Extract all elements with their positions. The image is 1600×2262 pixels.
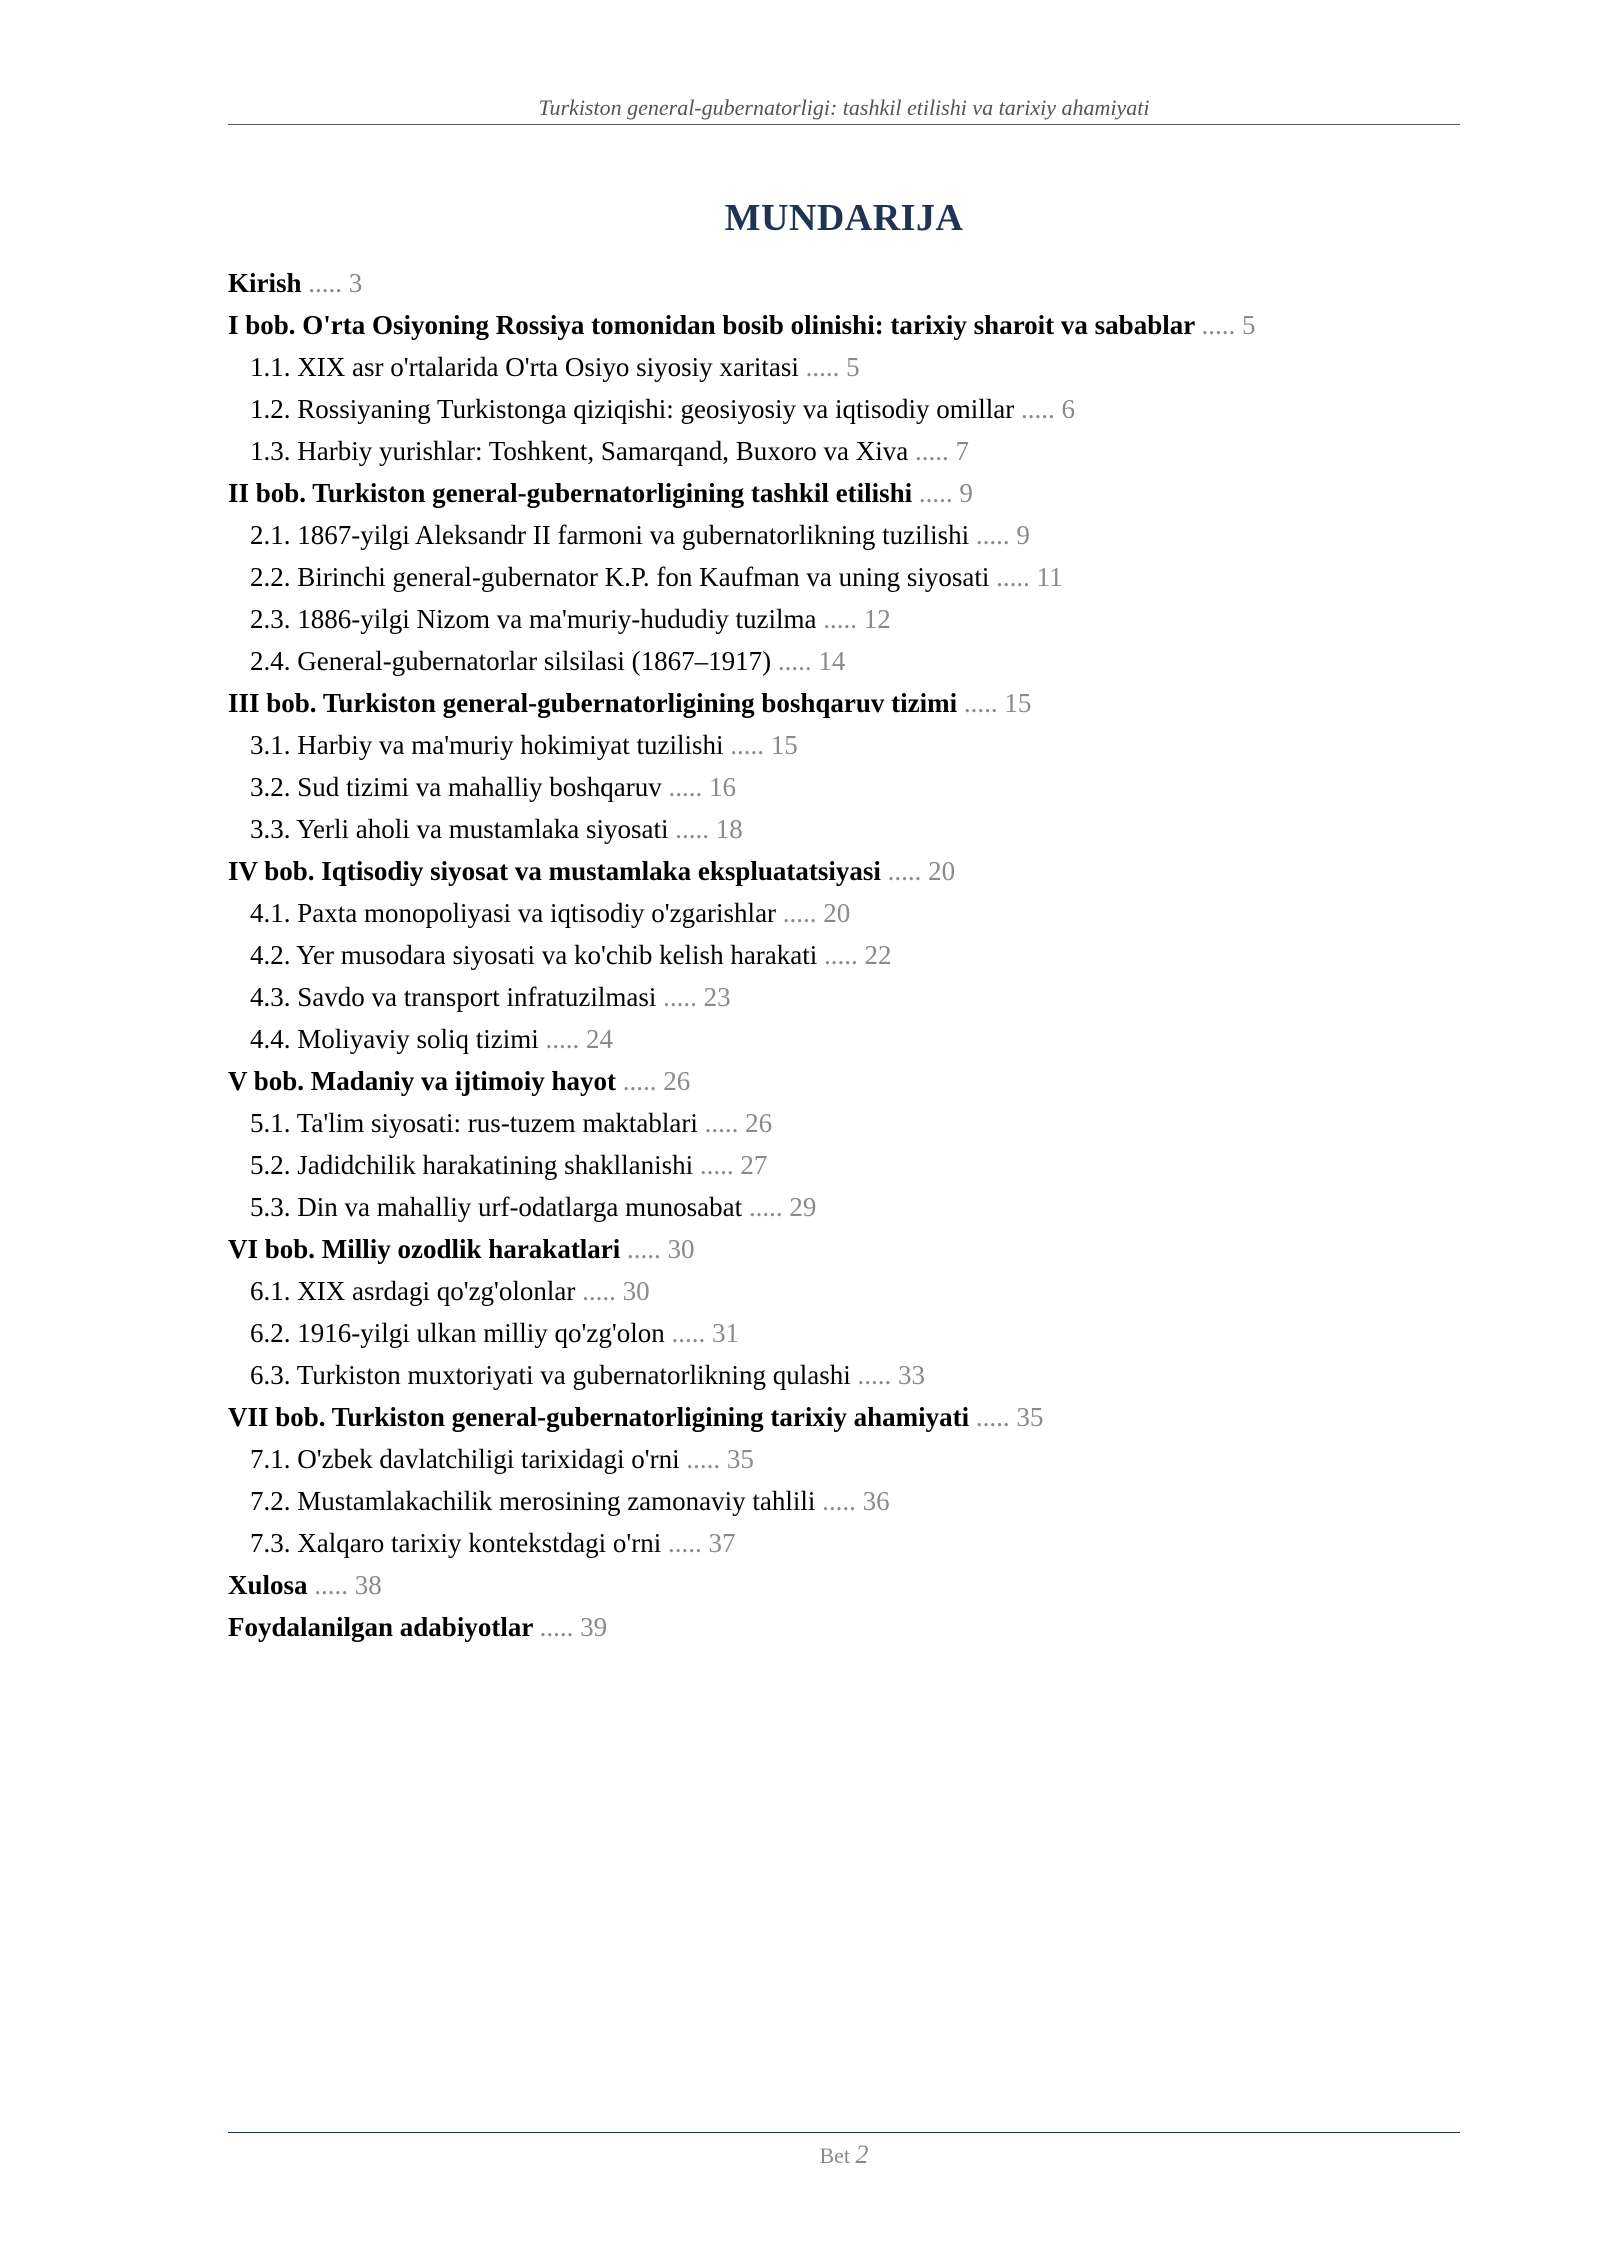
page-footer — [228, 2138, 1460, 2173]
toc-page-number: 30 — [667, 1234, 695, 1264]
page-label: Bet — [819, 2143, 851, 2168]
toc-leader: ..... — [627, 1234, 661, 1264]
toc-section-entry[interactable] — [228, 808, 1460, 850]
toc-entry-page — [823, 604, 891, 634]
toc-section-entry[interactable] — [228, 976, 1460, 1018]
toc-page-number: 33 — [897, 1360, 925, 1390]
toc-page-number: 5 — [1241, 310, 1256, 340]
toc-entry-page — [964, 688, 1032, 718]
running-header: Turkiston general-gubernatorligi: tashkil etilishi va tarixiy ahamiyati — [538, 95, 1150, 120]
toc-leader: ..... — [975, 520, 1010, 550]
toc-leader: ..... — [823, 604, 858, 634]
toc-title: MUNDARIJA — [724, 197, 964, 239]
toc-page-number: 20 — [823, 898, 851, 928]
toc-chapter-entry[interactable] — [228, 1606, 1460, 1648]
toc-leader: ..... — [857, 1360, 892, 1390]
toc-leader: ..... — [704, 1108, 739, 1138]
toc-page-number: 7 — [955, 436, 969, 466]
toc-leader: ..... — [675, 814, 709, 844]
toc-section-entry[interactable] — [228, 724, 1460, 766]
toc-page-number: 22 — [864, 940, 892, 970]
toc-leader: ..... — [539, 1612, 574, 1642]
toc-entry-page — [1021, 394, 1075, 424]
toc-entry-page — [675, 814, 743, 844]
toc-page-number: 14 — [818, 646, 846, 676]
toc-chapter-entry[interactable] — [228, 850, 1460, 892]
toc-entry-text: V bob. Madaniy va ijtimoiy hayot — [228, 1066, 617, 1096]
toc-leader: ..... — [915, 436, 949, 466]
toc-leader: ..... — [963, 688, 998, 718]
toc-page-number: 9 — [1016, 520, 1030, 550]
toc-entry-page — [783, 898, 851, 928]
toc-entry-text: 1.3. Harbiy yurishlar: Toshkent, Samarqand, Buxoro va Xiva — [250, 436, 909, 466]
toc-page-number: 27 — [740, 1150, 768, 1180]
toc-entry-page — [700, 1150, 768, 1180]
toc-page-number: 31 — [711, 1318, 739, 1348]
toc-leader: ..... — [730, 730, 765, 760]
toc-section-entry[interactable] — [228, 514, 1460, 556]
toc-section-entry[interactable] — [228, 934, 1460, 976]
toc-entry-text: 7.1. O'zbek davlatchiligi tarixidagi o'rni — [250, 1444, 680, 1474]
toc-leader: ..... — [777, 646, 812, 676]
toc-leader: ..... — [686, 1444, 721, 1474]
toc-section-entry[interactable] — [228, 598, 1460, 640]
toc-entry-page — [668, 772, 736, 802]
toc-chapter-entry[interactable] — [228, 1564, 1460, 1606]
toc-chapter-entry[interactable] — [228, 472, 1460, 514]
toc-entry-text: 3.2. Sud tizimi va mahalliy boshqaruv — [250, 772, 662, 802]
toc-entry-text: 6.1. XIX asrdagi qo'zg'olonlar — [250, 1276, 576, 1306]
toc-chapter-entry[interactable] — [228, 682, 1460, 724]
toc-leader: ..... — [314, 1570, 349, 1600]
toc-entry-page — [623, 1066, 691, 1096]
toc-page-number: 39 — [580, 1612, 608, 1642]
header-rule — [228, 124, 1460, 125]
toc-entry-text: 1.1. XIX asr o'rtalarida O'rta Osiyo siyosiy xaritasi — [250, 352, 799, 382]
toc-leader: ..... — [1201, 310, 1236, 340]
toc-page-number: 36 — [862, 1486, 890, 1516]
toc-page-number: 24 — [586, 1024, 613, 1054]
toc-leader: ..... — [699, 1150, 734, 1180]
toc-entry-text: VII bob. Turkiston general-gubernatorligining tarixiy ahamiyati — [228, 1402, 970, 1432]
toc-leader: ..... — [663, 982, 697, 1012]
toc-leader: ..... — [887, 856, 922, 886]
toc-page-number: 12 — [863, 604, 891, 634]
toc-entry-text: 5.2. Jadidchilik harakatining shakllanishi — [250, 1150, 694, 1180]
toc-entry-page — [857, 1360, 925, 1390]
toc-entry-text: 2.3. 1886-yilgi Nizom va ma'muriy-hududiy tuzilma — [250, 604, 817, 634]
toc-section-entry[interactable] — [228, 892, 1460, 934]
toc-page-number: 37 — [708, 1528, 736, 1558]
toc-leader: ..... — [996, 562, 1030, 592]
toc-chapter-entry[interactable] — [228, 1396, 1460, 1438]
toc-section-entry[interactable] — [228, 766, 1460, 808]
toc-section-entry[interactable] — [228, 556, 1460, 598]
toc-entry-page — [888, 856, 956, 886]
toc-page-number: 15 — [1004, 688, 1032, 718]
toc-leader: ..... — [975, 1402, 1010, 1432]
toc-entry-page — [546, 1024, 614, 1054]
toc-entry-text: Foydalanilgan adabiyotlar — [228, 1612, 533, 1642]
toc-entry-page — [749, 1192, 817, 1222]
toc-page-number: 26 — [663, 1066, 691, 1096]
toc-leader: ..... — [824, 940, 858, 970]
toc-leader: ..... — [308, 268, 343, 298]
toc-page-number: 26 — [745, 1108, 773, 1138]
toc-entry-text: 1.2. Rossiyaning Turkistonga qiziqishi: geosiyosiy va iqtisodiy omillar — [250, 394, 1015, 424]
toc-entry-text: III bob. Turkiston general-gubernatorligining boshqaruv tizimi — [228, 688, 958, 718]
toc-entry-text: I bob. O'rta Osiyoning Rossiya tomonidan bosib olinishi: tarixiy sharoit va sabablar — [228, 310, 1195, 340]
toc-entry-page — [915, 436, 969, 466]
toc-page-number: 16 — [708, 772, 736, 802]
toc-page-number: 15 — [770, 730, 798, 760]
toc-entry-page — [778, 646, 846, 676]
toc-entry-page — [1201, 310, 1255, 340]
toc-entry-text: 4.3. Savdo va transport infratuzilmasi — [250, 982, 657, 1012]
toc-entry-text: 5.3. Din va mahalliy urf-odatlarga munosabat — [250, 1192, 743, 1222]
toc-section-entry[interactable] — [228, 1102, 1460, 1144]
toc-section-entry[interactable] — [228, 1522, 1460, 1564]
toc-entry-text: 2.2. Birinchi general-gubernator K.P. fon Kaufman va uning siyosati — [250, 562, 990, 592]
toc-entry-page — [976, 520, 1030, 550]
toc-page-number: 23 — [703, 982, 731, 1012]
toc-entry-text: 4.2. Yer musodara siyosati va ko'chib kelish harakati — [250, 940, 818, 970]
toc-leader: ..... — [668, 772, 703, 802]
toc-entry-text: Xulosa — [228, 1570, 308, 1600]
toc-entry-text: 5.1. Ta'lim siyosati: rus-tuzem maktablari — [250, 1108, 698, 1138]
toc-chapter-entry[interactable] — [228, 304, 1460, 346]
toc-page-number: 29 — [789, 1192, 817, 1222]
toc-leader: ..... — [668, 1528, 702, 1558]
toc-chapter-entry[interactable] — [228, 1228, 1460, 1270]
toc-section-entry[interactable] — [228, 430, 1460, 472]
toc-page-number: 30 — [622, 1276, 650, 1306]
toc-section-entry[interactable] — [228, 388, 1460, 430]
table-of-contents — [228, 262, 1460, 1648]
toc-page-number: 38 — [354, 1570, 382, 1600]
toc-entry-text: 6.2. 1916-yilgi ulkan milliy qo'zg'olon — [250, 1318, 665, 1348]
toc-entry-page — [705, 1108, 773, 1138]
toc-section-entry[interactable] — [228, 640, 1460, 682]
toc-entry-text: 6.3. Turkiston muxtoriyati va gubernatorlikning qulashi — [250, 1360, 851, 1390]
toc-page-number: 9 — [959, 478, 973, 508]
toc-entry-page — [668, 1528, 736, 1558]
toc-entry-page — [919, 478, 973, 508]
toc-section-entry[interactable] — [228, 1312, 1460, 1354]
toc-section-entry[interactable] — [228, 1438, 1460, 1480]
toc-entry-text: 7.2. Mustamlakachilik merosining zamonaviy tahlili — [250, 1486, 816, 1516]
toc-entry-text: 7.3. Xalqaro tarixiy kontekstdagi o'rni — [250, 1528, 662, 1558]
toc-entry-page — [627, 1234, 695, 1264]
toc-leader: ..... — [671, 1318, 706, 1348]
toc-entry-page — [996, 562, 1063, 592]
toc-page-number: 3 — [348, 268, 363, 298]
toc-entry-text: IV bob. Iqtisodiy siyosat va mustamlaka ekspluatatsiyasi — [228, 856, 881, 886]
toc-chapter-entry[interactable] — [228, 262, 1460, 304]
toc-entry-page — [663, 982, 731, 1012]
toc-section-entry[interactable] — [228, 1144, 1460, 1186]
toc-entry-page — [314, 1570, 382, 1600]
toc-leader: ..... — [782, 898, 817, 928]
toc-leader: ..... — [822, 1486, 856, 1516]
toc-leader: ..... — [545, 1024, 580, 1054]
toc-entry-page — [822, 1486, 890, 1516]
toc-entry-text: 4.4. Moliyaviy soliq tizimi — [250, 1024, 539, 1054]
toc-page-number: 6 — [1061, 394, 1076, 424]
toc-leader: ..... — [1021, 394, 1055, 424]
toc-leader: ..... — [622, 1066, 657, 1096]
toc-entry-page — [824, 940, 892, 970]
toc-leader: ..... — [582, 1276, 616, 1306]
toc-entry-text: 3.1. Harbiy va ma'muriy hokimiyat tuzilishi — [250, 730, 724, 760]
toc-entry-page — [582, 1276, 650, 1306]
toc-entry-text: VI bob. Milliy ozodlik harakatlari — [228, 1234, 621, 1264]
toc-entry-page — [671, 1318, 739, 1348]
footer-rule — [228, 2132, 1460, 2133]
toc-entry-page — [806, 352, 860, 382]
page-number: 2 — [855, 2140, 869, 2169]
toc-entry-text: 4.1. Paxta monopoliyasi va iqtisodiy o'zgarishlar — [250, 898, 777, 928]
toc-page-number: 20 — [928, 856, 956, 886]
toc-entry-page — [686, 1444, 754, 1474]
toc-section-entry[interactable] — [228, 346, 1460, 388]
toc-page-number: 35 — [1016, 1402, 1044, 1432]
toc-leader: ..... — [918, 478, 953, 508]
toc-entry-page — [730, 730, 798, 760]
toc-entry-page — [540, 1612, 608, 1642]
toc-section-entry[interactable] — [228, 1018, 1460, 1060]
toc-entry-page — [976, 1402, 1044, 1432]
toc-entry-text: 2.1. 1867-yilgi Aleksandr II farmoni va gubernatorlikning tuzilishi — [250, 520, 970, 550]
toc-leader: ..... — [805, 352, 840, 382]
toc-section-entry[interactable] — [228, 1354, 1460, 1396]
toc-section-entry[interactable] — [228, 1480, 1460, 1522]
toc-page-number: 35 — [726, 1444, 754, 1474]
toc-leader: ..... — [748, 1192, 783, 1222]
toc-entry-text: 3.3. Yerli aholi va mustamlaka siyosati — [250, 814, 669, 844]
toc-page-number: 18 — [715, 814, 743, 844]
toc-page-number: 5 — [846, 352, 860, 382]
toc-page-number: 11 — [1036, 562, 1063, 592]
toc-entry-text: Kirish — [228, 268, 302, 298]
toc-entry-page — [308, 268, 362, 298]
toc-entry-text: 2.4. General-gubernatorlar silsilasi (1867–1917) — [250, 646, 772, 676]
toc-section-entry[interactable] — [228, 1270, 1460, 1312]
toc-chapter-entry[interactable] — [228, 1060, 1460, 1102]
toc-section-entry[interactable] — [228, 1186, 1460, 1228]
toc-entry-text: II bob. Turkiston general-gubernatorligining tashkil etilishi — [228, 478, 913, 508]
